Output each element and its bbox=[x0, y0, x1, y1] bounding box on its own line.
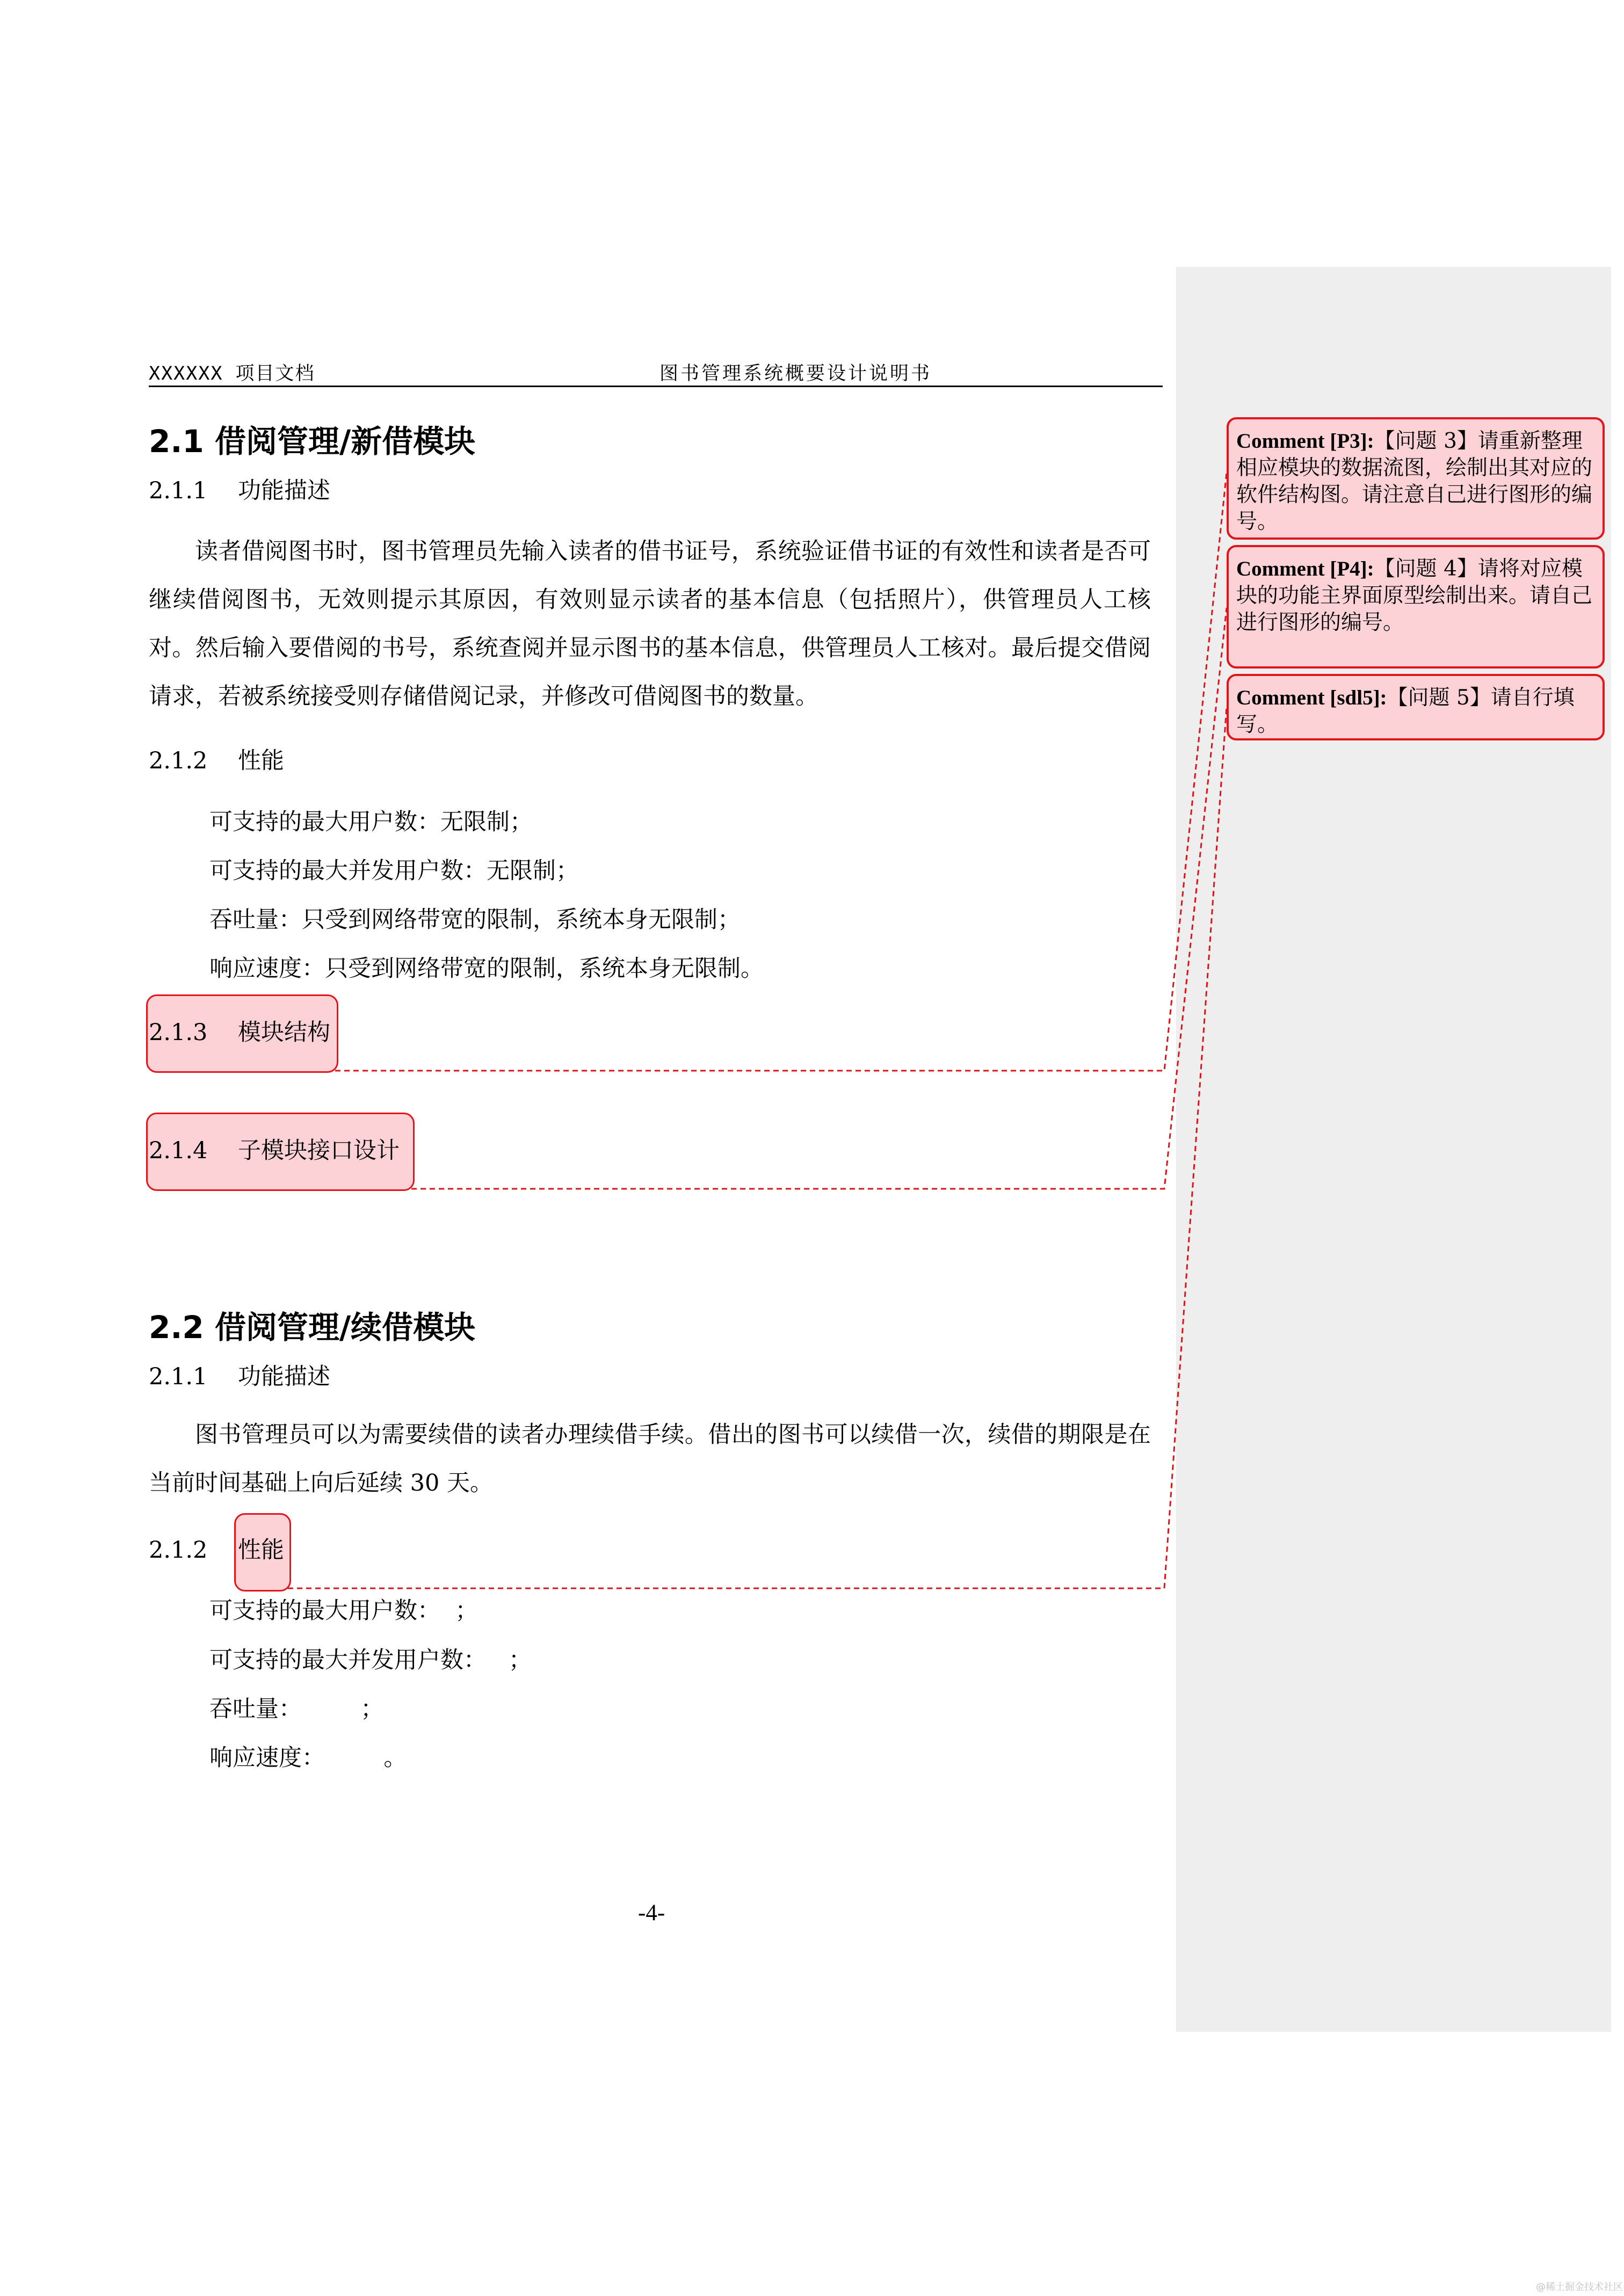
section-heading-2-1 bbox=[149, 416, 475, 461]
comment-text: 【问题 5】请自行填写。 bbox=[1236, 686, 1575, 737]
subheading-title: 子模块接口设计 bbox=[238, 1137, 400, 1164]
subheading-title: 功能描述 bbox=[238, 477, 330, 504]
performance-item: 可支持的最大并发用户数： ； bbox=[209, 1647, 532, 1674]
subheading-title: 功能描述 bbox=[238, 1363, 330, 1390]
comment-text: 【问题 4】请将对应模块的功能主界面原型绘制出来。请自己进行图形的编号。 bbox=[1236, 557, 1593, 635]
comment-author: Comment [P3]: bbox=[1236, 430, 1374, 453]
subheading-number: 2.1.1 bbox=[149, 477, 208, 504]
subheading-performance bbox=[149, 743, 284, 775]
subheading-function-description bbox=[149, 1358, 330, 1391]
subheading-title: 模块结构 bbox=[238, 1019, 330, 1046]
comment-author: Comment [sdl5]: bbox=[1236, 686, 1387, 709]
page-number: -4- bbox=[638, 1900, 665, 1926]
comment-balloon-p4[interactable] bbox=[1227, 545, 1605, 669]
performance-item: 吞吐量： ； bbox=[209, 1696, 384, 1723]
subheading-number: 2.1.4 bbox=[149, 1137, 208, 1164]
performance-item: 吞吐量：只受到网络带宽的限制，系统本身无限制； bbox=[209, 906, 741, 933]
subheading-function-description bbox=[149, 473, 330, 505]
subheading-number: 2.1.2 bbox=[149, 1537, 208, 1564]
subheading-number: 2.1.1 bbox=[149, 1363, 208, 1390]
comment-text: 【问题 3】请重新整理相应模块的数据流图，绘制出其对应的软件结构图。请注意自己进行图形的编号。 bbox=[1236, 429, 1593, 534]
subheading-number: 2.1.3 bbox=[149, 1019, 208, 1046]
subheading-module-structure bbox=[149, 1014, 330, 1047]
header-left: XXXXXX 项目文档 bbox=[149, 363, 315, 384]
section-title: 借阅管理/续借模块 bbox=[214, 1309, 476, 1346]
subheading-performance bbox=[149, 1532, 284, 1565]
subheading-submodule-interface bbox=[149, 1132, 400, 1165]
section-heading-2-2 bbox=[149, 1302, 475, 1347]
section-number: 2.2 bbox=[149, 1309, 204, 1346]
watermark: @稀土掘金技术社区 bbox=[1536, 2282, 1623, 2293]
section-title: 借阅管理/新借模块 bbox=[214, 423, 476, 460]
subheading-number: 2.1.2 bbox=[149, 747, 208, 774]
performance-item: 响应速度： 。 bbox=[209, 1745, 407, 1771]
comment-balloon-p3[interactable] bbox=[1227, 417, 1605, 540]
function-description-text: 读者借阅图书时，图书管理员先输入读者的借书证号，系统验证借书证的有效性和读者是否可继续借阅图书，无效则提示其原因，有效则显示读者的基本信息（包括照片），供管理员人工核对。然后输入要借阅的书号，系统查阅并显示图书的基本信息，供管理员人工核对。最后提交借阅请求，若被系统接受则存储借阅记录，并修改可借阅图书的数量。 bbox=[149, 538, 1151, 710]
performance-item: 响应速度：只受到网络带宽的限制，系统本身无限制。 bbox=[209, 955, 764, 982]
subheading-title: 性能 bbox=[238, 747, 284, 774]
performance-item: 可支持的最大用户数：无限制； bbox=[209, 809, 533, 835]
header-right: 图书管理系统概要设计说明书 bbox=[659, 363, 932, 384]
performance-item: 可支持的最大用户数： ； bbox=[209, 1597, 479, 1624]
function-description-text: 图书管理员可以为需要续借的读者办理续借手续。借出的图书可以续借一次，续借的期限是在当前时间基础上向后延续 30 天。 bbox=[149, 1421, 1151, 1496]
comment-author: Comment [P4]: bbox=[1236, 557, 1374, 580]
performance-item: 可支持的最大并发用户数：无限制； bbox=[209, 858, 579, 884]
subheading-title: 性能 bbox=[238, 1537, 284, 1564]
comment-balloon-sdl5[interactable] bbox=[1227, 674, 1605, 740]
section-number: 2.1 bbox=[149, 423, 204, 460]
